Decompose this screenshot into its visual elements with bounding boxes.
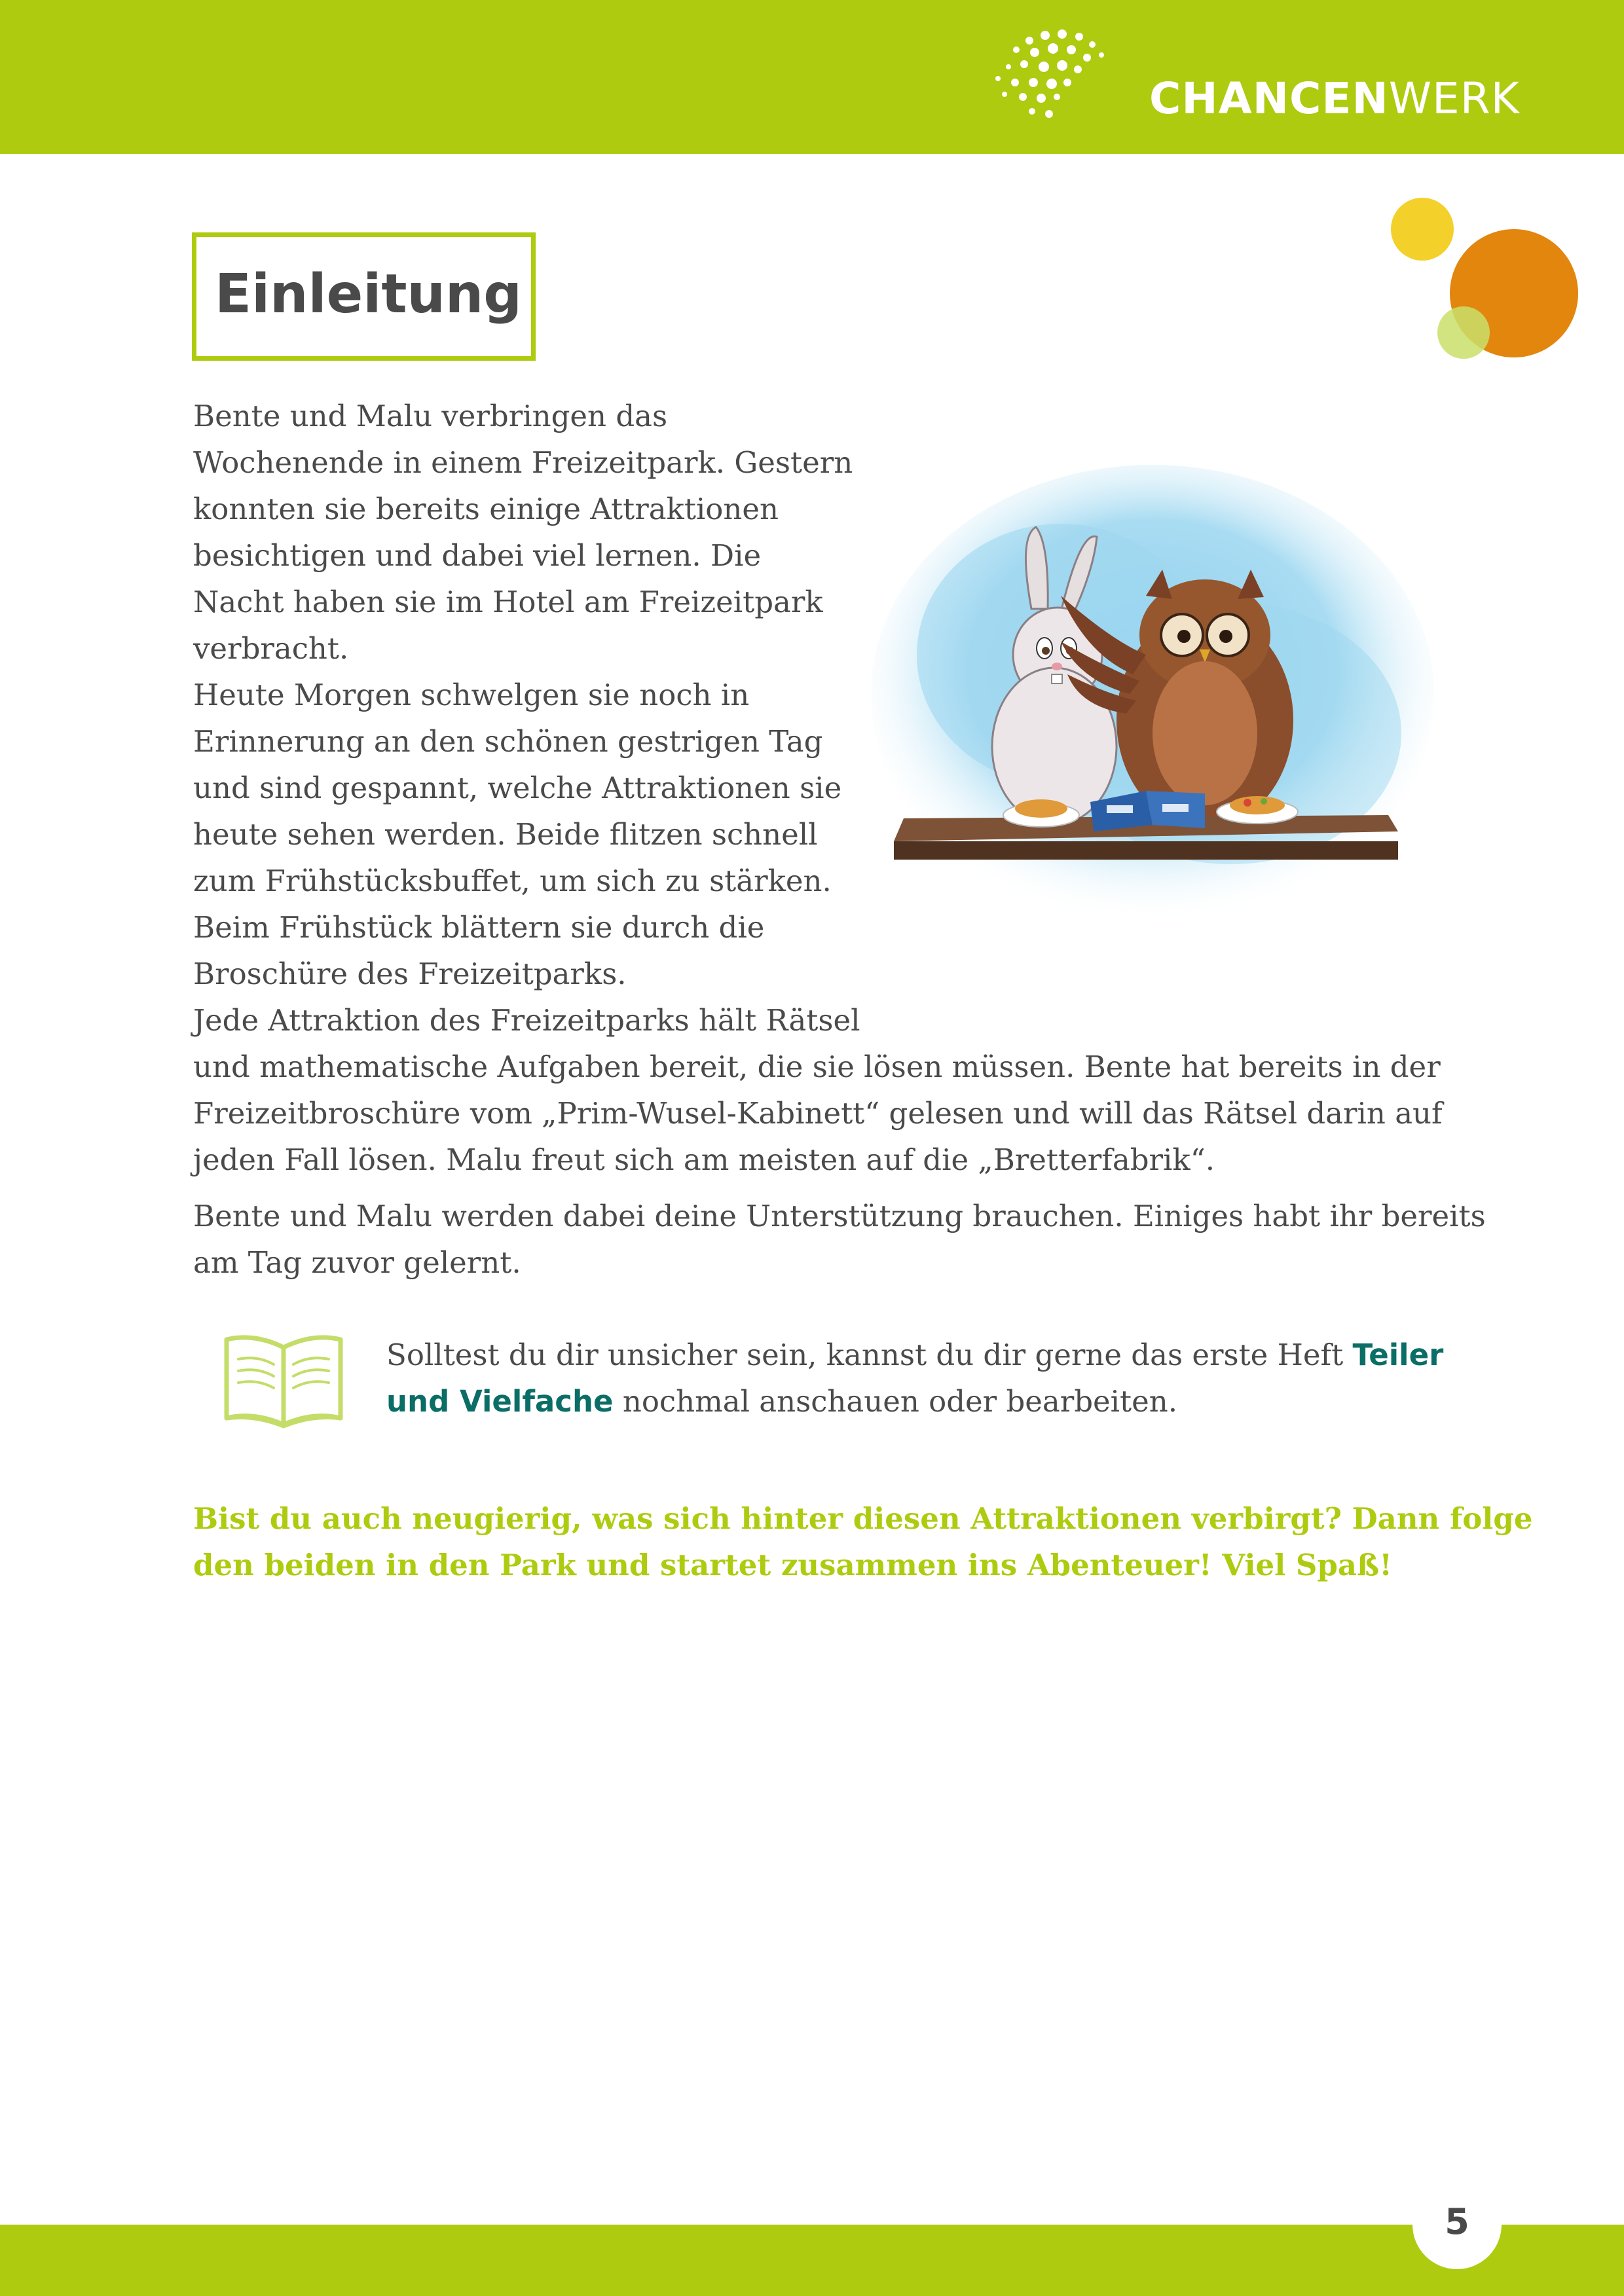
logo-dots-icon bbox=[989, 26, 1126, 124]
cta-line: den beiden in den Park und startet zusammen ins Abenteuer! Viel Spaß! bbox=[193, 1548, 1392, 1582]
footer-bar bbox=[0, 2225, 1624, 2296]
text-line: heute sehen werden. Beide flitzen schnell bbox=[193, 817, 818, 852]
open-book-icon bbox=[221, 1328, 346, 1430]
logo-wordmark: CHANCENWERK bbox=[1149, 73, 1520, 124]
chancenwerk-logo bbox=[989, 26, 1545, 124]
text-line: Bente und Malu werden dabei deine Unterstützung brauchen. Einiges habt ihr bereits bbox=[193, 1199, 1486, 1233]
info-text: nochmal anschauen oder bearbeiten. bbox=[613, 1384, 1178, 1419]
text-line: Wochenende in einem Freizeitpark. Gestern bbox=[193, 445, 853, 480]
text-line: zum Frühstücksbuffet, um sich zu stärken. bbox=[193, 864, 832, 898]
page-title: Einleitung bbox=[215, 263, 522, 325]
text-line: Freizeitbroschüre vom „Prim-Wusel-Kabinett“ gelesen und will das Rätsel darin auf bbox=[193, 1096, 1443, 1131]
title-box bbox=[192, 232, 536, 361]
text-line: Bente und Malu verbringen das bbox=[193, 399, 668, 433]
call-to-action bbox=[193, 1495, 1533, 1588]
support-paragraph bbox=[193, 1193, 1486, 1286]
cta-line: Bist du auch neugierig, was sich hinter diesen Attraktionen verbirgt? Dann folge bbox=[193, 1501, 1533, 1536]
text-line: Erinnerung an den schönen gestrigen Tag bbox=[193, 724, 823, 759]
info-text-line-1 bbox=[386, 1332, 1443, 1378]
booklet-link[interactable]: und Vielfache bbox=[386, 1384, 614, 1419]
text-line: und sind gespannt, welche Attraktionen sie bbox=[193, 771, 842, 805]
text-line: jeden Fall lösen. Malu freut sich am meisten auf die „Bretterfabrik“. bbox=[193, 1142, 1215, 1177]
info-text-line-2 bbox=[386, 1378, 1177, 1425]
text-line: Broschüre des Freizeitparks. bbox=[193, 957, 627, 991]
text-line: am Tag zuvor gelernt. bbox=[193, 1245, 521, 1280]
info-text: Solltest du dir unsicher sein, kannst du dir gerne das erste Heft bbox=[386, 1338, 1353, 1372]
text-line: besichtigen und dabei viel lernen. Die bbox=[193, 538, 762, 573]
text-line: Heute Morgen schwelgen sie noch in bbox=[193, 678, 750, 712]
text-line: konnten sie bereits einige Attraktionen bbox=[193, 492, 779, 526]
header-bar bbox=[0, 0, 1624, 154]
page-number: 5 bbox=[1445, 2201, 1469, 2242]
text-line: und mathematische Aufgaben bereit, die sie lösen müssen. Bente hat bereits in der bbox=[193, 1049, 1441, 1084]
text-line: verbracht. bbox=[193, 631, 349, 666]
booklet-link[interactable]: Teiler bbox=[1352, 1338, 1444, 1372]
rabbit-owl-illustration bbox=[864, 458, 1441, 930]
text-line: Nacht haben sie im Hotel am Freizeitpark bbox=[193, 585, 823, 619]
page-number-badge bbox=[1412, 2180, 1502, 2269]
text-line: Beim Frühstück blättern sie durch die bbox=[193, 910, 765, 945]
text-line: Jede Attraktion des Freizeitparks hält Rätsel bbox=[193, 1003, 860, 1038]
decorative-circles bbox=[1382, 190, 1598, 367]
